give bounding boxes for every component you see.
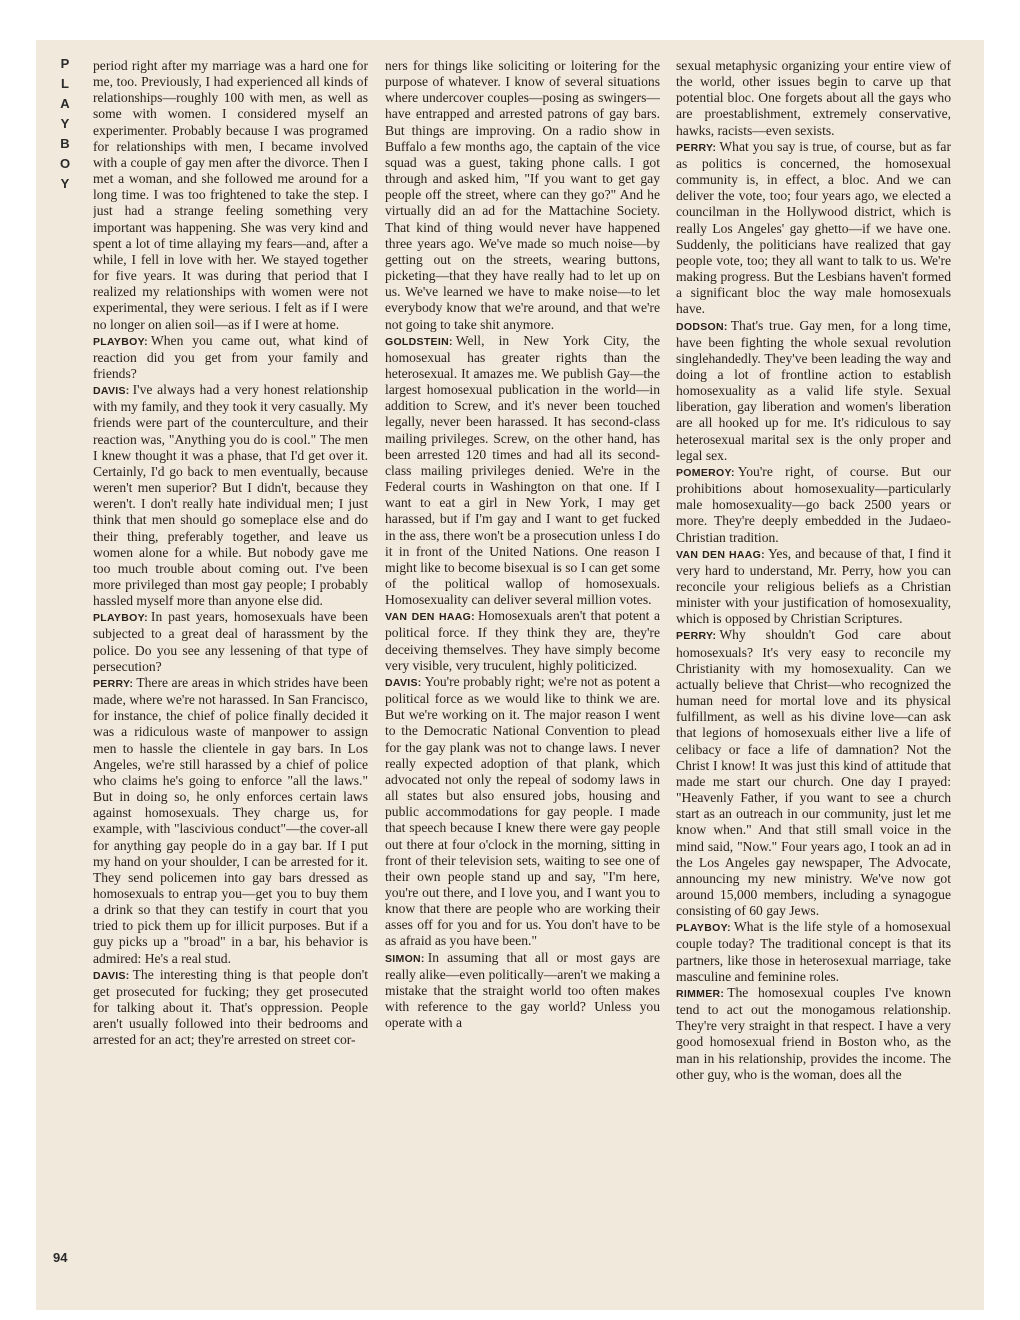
masthead-letter: Y — [60, 116, 70, 131]
masthead-letter: A — [60, 96, 70, 111]
paragraph — [676, 58, 951, 139]
paragraph — [676, 318, 951, 464]
speaker-name: DAVIS: — [385, 676, 422, 689]
paragraph — [93, 382, 368, 609]
paragraph — [676, 627, 951, 919]
speaker-name: RIMMER: — [676, 987, 725, 1000]
paragraph-text: I've always had a very honest relationship with my family, and they took it very casually. My friends were part of the counterculture, and their reaction was, "Anything you do is cool." The men I knew thought it was a phase, that I'd get over it. Certainly, I'd go back to men eventually, because weren't men superior? But I didn't, because they weren't. I don't really hate individual men; I just think that men should go someplace else and do their thing, preferably together, and leave us women alone for a while. But nobody gave me too much trouble about coming out. I've been more privileged than most gay people; I probably hassled myself more than anyone else did. — [93, 382, 368, 609]
paragraph-text: In past years, homosexuals have been subjected to a great deal of harassment by the police. Do you see any lessening of that type of persecution? — [93, 609, 368, 674]
paragraph-text: In assuming that all or most gays are really alike—even politically—aren't we making a mistake that the straight world too often makes with reference to the gay world? Unless you operate with a — [385, 949, 660, 1031]
speaker-name: DAVIS: — [93, 969, 130, 982]
masthead-letter: B — [60, 136, 70, 151]
speaker-name: PLAYBOY: — [676, 922, 731, 935]
paragraph-text: period right after my marriage was a hard one for me, too. Previously, I had experienced all kinds of relationships—roughly 100 with men, as well as some with women. I considered myself an experimenter. Probably because I was programed for relationships with men, I became involved with a couple of gay men after the divorce. Then I met a woman, and she followed me around for a long time. I was too frightened to take the step. I just had a strange feeling something very important was happening. She was very kind and spent a lot of time allaying my fears—and, after a while, I fell in love with her. We stayed together for five years. It was during that period that I realized my relationships with women were not experimental, they were serious. I felt as if I were no longer on alien soil—as if I were at home. — [93, 58, 368, 332]
paragraph — [385, 333, 660, 609]
speaker-name: DODSON: — [676, 320, 728, 333]
speaker-name: SIMON: — [385, 952, 425, 965]
paragraph-text: Why shouldn't God care about homosexuals? It's very easy to reconcile my Christianity with my homosexuality. Can we actually believe that Christ—who recognized the human need for mortal love and its physical fulfillment, as well as his divine love—can ask that legions of homosexuals either live a life of celibacy or face a life of damnation? Not the Christ I know! It was just this kind of attitude that made me start our church. One day I prayed: "Heavenly Father, if you want to see a church start as an outreach in our community, just let me know when." And that still small voice in the mind said, "Now." Four years ago, I took an ad in the Los Angeles gay newspaper, The Advocate, announcing my new ministry. We've now got around 15,000 members, including a synagogue consisting of 60 gay Jews. — [676, 627, 951, 919]
paragraph — [93, 58, 368, 333]
speaker-name: PERRY: — [676, 141, 717, 154]
text-column-1 — [93, 58, 368, 1298]
playboy-masthead — [54, 54, 76, 194]
paragraph — [93, 675, 368, 967]
paragraph — [676, 464, 951, 546]
paragraph-text: What you say is true, of course, but as far as politics is concerned, the homosexual community is, in effect, a bloc. And we can deliver the vote, too; four years ago, we elected a councilman in the Hollywood district, which is really Los Angeles' gay ghetto—if we have one. Suddenly, the politicians have realized that gay people vote, too; they all want to talk to us. We're making progress. But the Lesbians haven't formed a significant bloc the way male homosexuals have. — [676, 138, 951, 317]
paragraph-text: The homosexual couples I've known tend to act out the monogamous relationship. They're very straight in that respect. I have a very good homosexual friend in Boston who, as the man in his relationship, provides the income. The other guy, who is the woman, does all the — [676, 984, 951, 1082]
paragraph — [676, 546, 951, 628]
speaker-name: GOLDSTEIN: — [385, 335, 453, 348]
paragraph — [676, 985, 951, 1083]
paragraph-text: When you came out, what kind of reaction did you get from your family and friends? — [93, 332, 368, 381]
masthead-letter: Y — [60, 176, 70, 191]
speaker-name: VAN DEN HAAG: — [676, 548, 765, 561]
speaker-name: PLAYBOY: — [93, 335, 148, 348]
paragraph-text: ners for things like soliciting or loitering for the purpose of whatever. I know of several situations where undercover couples—posing as swingers—have entrapped and arrested patrons of gay bars. But things are improving. On a radio show in Buffalo a few months ago, the captain of the vice squad was a guest, taking phone calls. I got through and asked him, "If you want to get gay people off the street, where can they go?" And he virtually did an ad for the Mattachine Society. That kind of thing would never have happened three years ago. We've made so much noise—by getting out on the streets, wearing buttons, picketing—that they have really had to let up on us. We've learned we have to make noise—to let everybody know that we're around, and that we're not going to take shit anymore. — [385, 58, 660, 332]
paragraph — [93, 967, 368, 1049]
masthead-letter: L — [61, 76, 69, 91]
text-column-3 — [676, 58, 951, 1298]
masthead-letter: P — [60, 56, 70, 71]
masthead-letter: O — [59, 156, 71, 171]
paragraph-text: Well, in New York City, the homosexual has greater rights than the heterosexual. It amazes me. We publish Gay—the largest homosexual publication in the world—in addition to Screw, and it's never been touched legally, never been harassed. It has second-class mailing privileges. Screw, on the other hand, has been arrested 120 times and had all its second-class mailing privileges denied. We're in the Federal courts in Washington on that one. If I want to eat a girl in New York, I may get harassed, but if I'm gay and I want to get fucked in the ass, there won't be a prosecution unless I do it in front of the United Nations. One reason I might like to become bisexual is so I can get some of the political wallop of homosexuals. Homosexuality can deliver several million votes. — [385, 332, 660, 608]
speaker-name: PERRY: — [676, 630, 717, 643]
speaker-name: PLAYBOY: — [93, 612, 148, 625]
magazine-page — [36, 40, 984, 1310]
paragraph-text: What is the life style of a homosexual couple today? The traditional concept is that its partners, like those in heterosexual marriage, take masculine and feminine roles. — [676, 919, 951, 984]
paragraph-text: Homosexuals aren't that potent a political force. If they think they are, they're deceiving themselves. They have simply become very visible, very truculent, highly politicized. — [385, 608, 660, 673]
paragraph-text: The interesting thing is that people don't get prosecuted for fucking; they get prosecuted for talking about it. That's oppression. People aren't usually followed into their bedrooms and arrested for an act; they're arrested on street cor- — [93, 966, 368, 1048]
paragraph — [385, 950, 660, 1032]
paragraph — [385, 58, 660, 333]
paragraph-text: That's true. Gay men, for a long time, have been fighting the whole sexual revolution singlehandedly. They've been leading the way and doing a lot of frontline action to establish homosexuality as a valid life style. Sexual liberation, gay liberation and women's liberation are all hooked up for me. It's ridiculous to say heterosexual marital sex is the only proper and legal sex. — [676, 317, 951, 463]
text-column-2 — [385, 58, 660, 1298]
paragraph — [385, 608, 660, 674]
paragraph-text: There are areas in which strides have been made, where we're not harassed. In San Francisco, for instance, the chief of police finally decided it was a ridiculous waste of manpower to assign men to hassle the clientele in gay bars. In Los Angeles, we're still harassed by a chief of police who claims he's going to enforce "all the laws." But in doing so, he only enforces certain laws against homosexuals. They charge us, for example, with "lascivious conduct"—the cover-all for anything gay people do in a gay bar. If I put my hand on your shoulder, I can be arrested for it. They send policemen into gay bars dressed as homosexuals to entrap you—get you to buy them a drink so that they can testify in court that you tried to pick them up for illicit purposes. But if a guy picks up a "broad" in a bar, his behavior is admired: He's a real stud. — [93, 674, 368, 966]
speaker-name: DAVIS: — [93, 385, 130, 398]
speaker-name: PERRY: — [93, 677, 134, 690]
paragraph-text: You're right, of course. But our prohibitions about homosexuality—particularly male homosexuality—go back 2500 years or more. They're deeply embedded in the Judaeo-Christian tradition. — [676, 463, 951, 545]
paragraph — [676, 919, 951, 985]
speaker-name: VAN DEN HAAG: — [385, 611, 475, 624]
paragraph — [93, 333, 368, 382]
page-number: 94 — [53, 1250, 68, 1265]
paragraph-text: sexual metaphysic organizing your entire view of the world, other issues begin to carve up that potential bloc. One forgets about all the gays who are proestablishment, extremely conservative, hawks, racists—even sexists. — [676, 58, 951, 138]
paragraph-text: Yes, and because of that, I find it very hard to understand, Mr. Perry, how you can reconcile your religious beliefs as a Christian minister with your justification of homosexuality, which is opposed by Christian Scriptures. — [676, 545, 951, 627]
paragraph-text: You're probably right; we're not as potent a political force as we would like to think we are. But we're working on it. The major reason I went to the Democratic National Convention to plead for the gay plank was not to change laws. I never really expected adoption of that plank, which advocated not only the repeal of sodomy laws in all states but also ensured jobs, housing and public accommodations for gay people. I made that speech because I knew there were gay people out there at four o'clock in the morning, sitting in front of their television sets, waiting to see one of their own people stand up and say, "I'm here, you're out there, and I love you, and I want you to know that there are people who are working their asses off for you and for us. You don't have to be as afraid as you have been." — [385, 673, 660, 949]
speaker-name: POMEROY: — [676, 466, 735, 479]
paragraph — [93, 609, 368, 675]
paragraph — [676, 139, 951, 318]
paragraph — [385, 674, 660, 950]
